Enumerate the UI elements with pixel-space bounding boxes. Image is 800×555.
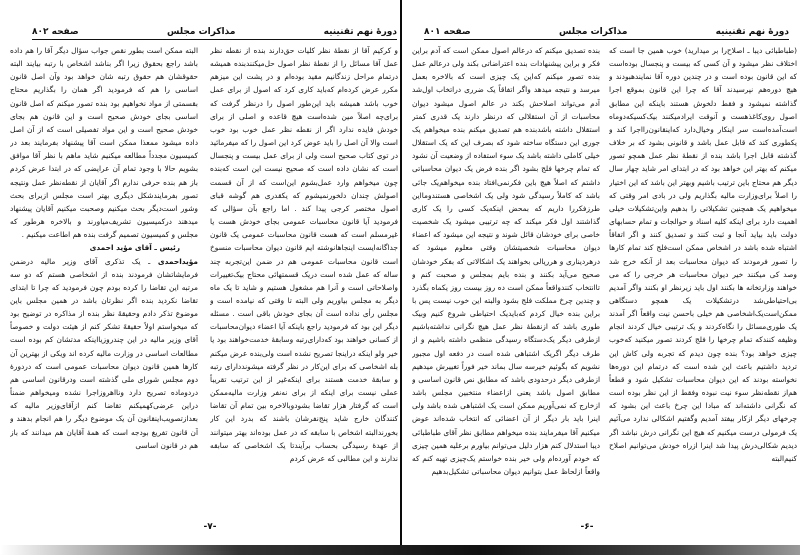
- running-header: [32, 26, 397, 40]
- speaker-name: رئیس: [159, 243, 180, 253]
- speaker-heading-text: ـ آقای مؤید احمدی: [89, 243, 157, 253]
- header-title: مذاکرات مجلس: [558, 26, 628, 37]
- text-columns: [10, 44, 398, 502]
- session-label: دورهٔ نهم تقنینیه: [715, 26, 789, 37]
- paragraph: و کرکیم آقا از نقطهٔ نظر کلیات حق‌دارند بنده از نقطه نظر عمل آقا مسائل را از نقطهٔ نظر اصول حل‌میکنندبنده همیشه درتمام مراحل زندگانیم مقید بوده‌ام و در پشت این میزهم مکرر عرض کرده‌ام که‌باید کاری کرد که اصول از برای عمل خوب باشد همیشه باید این‌طور اصول را درنظر گرفت که برای‌چه اصلاً مین شده‌است هیچ قاعده و اصلی از برای خودش فایده ندارد اگر از نقطه نظر عمل خوب بود خوب است والا آن اصل را باید عوض کرد این اصول را که میفرمائید در توی کتاب صحیح است ولی از برای عمل بیست و پنجسال است که نشان داده است که صحیح نیست این است که‌بنده چون میخواهم وارد عمل‌بشوم این‌است که از آن قسمت اصولش چندان دلخور‌نمیشوم که یکقدری هم گوشه قبای اصول مختصر کرجی پیدا کند . اما راجع بآن سؤالی که فرمودید آیا قانون محاسبات عمومی بجای خودش هست یا غیرمسلم است که هست قانون محاسبات عمومی یک قانون جداگانه‌ایست اینجاهانوشته ایم قانون دیوان محاسبات منسوخ است قانون محاسبات عمومی هم در ضمن این‌تجربه چند ساله که عمل شده است دریک قسمتهائی محتاج بیک‌تغییرات واصلاحاتی است و آنرا هم مشغول هستیم و شاید تا یک ماه دیگر به مجلس بیاوریم ولی البته تا وقتی که نیامده است و مجلس رأی نداده است آن بجای خودش باقی است . مسئله دیگر این بود که فرمودید راجع باینکه آیا اعضاء دیوان‌محاسبات از کسانی خواهند بود که‌دارای‌رتبه وسابقهٔ خدمت‌خواهند بود یا خیر ولو اینکه دراینجا تصریح نشده است ولی‌بنده عرض میکنم بله اشخاصی که برای این‌کار در نظر گرفته میشوند‌دارای رتبه و سابقهٔ خدمت هستند برای اینکه‌غیر از این ترتیب تقریباً عملی نیست برای اینکه از برای نه‌نفر وزارت مالیه‌ممکن است که گرفتار هزار تقاضا بشود‌وبالاخره بین تمام آن تقاضا کنندگان خارج شاید پنج‌نفرشان باشند که بدرد این کار بخورند‌البته اشخاص با سابقه که در عمل بوده‌اند بهتر میتوانند از عهدهٔ رسیدگی بحساب برآیند‌تا یک اشخاصی که سابقه ندارند و این مطالبی که عرض کردم: [210, 46, 398, 463]
- speaker-name: مؤیداحمدی: [157, 256, 198, 266]
- column-left: [412, 44, 600, 502]
- right-page: [402, 0, 800, 555]
- page-number-label: صفحه ۸۰۱: [424, 26, 471, 37]
- scan-edge-shadow: [0, 545, 800, 555]
- column-left: [10, 44, 198, 502]
- column-right: [210, 44, 398, 502]
- page-folio: -۶-: [580, 522, 594, 532]
- speaker-heading: [10, 241, 198, 254]
- page-folio: -۷-: [203, 522, 217, 532]
- text-columns: [412, 44, 797, 502]
- paragraph: بنده تصدیق میکنم که درعالم اصول ممکن است که آدم براین فکر و براین پیشنهادات بنده اعتراضاتی بکند ولی درعالم عمل بنده تصور میکنم که‌این یک چیزی است که بالاخره بعمل میرسد و نتیجه میدهد واگر اتفاقاً یک ضرری دراتخاب اول‌شد آدم می‌تواند اصلاحش بکند در عالم اصول میشود دیوان محاسبات از آن استقلالی که درنظر دارند یک قدری کمتر استقلال داشته باشدبنده هم تصدیق میکنم بنده میخواهم یک جوری این دستگاه ساخته شود که بصرف این که یک استقلال خیلی کاملی داشته باشد یک سوء استفاده از وضعیت آن نشود که تمام چرخها فلج بشود اگر بنده فرض یک دیوان محاسباتی داشتم که اصلاً هیچ باین فکرنمی‌افتاد بنده میخواهم‌یک جائی باشد که کاملاً رسیدگی شود ولی یک اشخاصی هستندومااین طرزفکررا داریم که بمحض اینکه‌یک کسی را یک کاری گذاشتند اول فکر میکند که چه ترتیبی میشود یک شخصیت خاصی برای خودشان قائل شوند و نتیجه این میشود که اعضاء دیوان محاسبات شخصیتشان وقتی معلوم میشود که درهردیناری و هرریالی بخواهند یک اشکالاتی که بفکر خودشان صحیح می‌آید بکنند و بنده بایم بمجلس و صحبت کنم و تاانتخاب کنندواقعاً ممکن است ده روز بیست روز یکماه بگذرد و چندین چرخ مملکت فلج بشود والبته این خوب نیست پس با براین بنده خیال کردم که‌باید‌یک احتیاطی شروع کنیم وبیک طوری باشد که ازنقطهٔ نظر عمل هیچ نگرانی نداشته‌باشیم ازطرفی دیگر یک‌دستگاه رسیدگی منظمی داشته باشیم و از طرف دیگر اگر‌یک اشتباهی شده است در دفعه اول مجبور نشویم که بگوئیم‌ خیر‌سه سال بماند خیر فوراً تغییرش میدهیم ازطرفی دیگر درحدودی باشد که مطابق نص قانون اساسی و مطابق اصول باشد یعنی ازاعضاء منتخبین مجلس باشد ازخارج که نمی‌آوریم ممکن است یک اشتباهی شده باشد ولی اینرا باید‌ بار دیگر از آن اعضائی که انتخاب شده‌اند عوض میکنیم آقا میفرمایند بنده میخواهم مطابق نظر آقای طباطبائی دیبا استدلال کنم هزار دلیل می‌توانم بیاورم برعلیه همین چیزی که خودم آورده‌ام ولی خیر بنده خواستم یک‌چیزی تهیه کنم که واقعاً ازلحاظ عمل بتوانیم دیوان محاسباتی تشکیل‌بدهیم: [412, 46, 600, 476]
- speech-paragraph: [10, 255, 198, 452]
- running-header: [424, 26, 789, 40]
- column-right: [609, 44, 797, 502]
- paragraph: (طباطبائی دیبا ـ اصلاح‌را بر میدارید) خوب همین جا است که اختلاف نظر میشود و آن کسی که بیست و پنجسال بوده‌است که این قانون بوده است و در چندین دوره آقا نمایندهبودند و هیچ دوره‌هم نپرسیدند آقا که چرا این قانون بموقع اجرا گذاشته نمیشود و فقط دلخوش هستند باینکه این مطابق اصول روی‌کاغذهست و آنوقت ایرادمیکنند بیک‌کسیکه‌دوماه است‌آمده‌است سر اینکار وخیال‌دارد‌ که‌اینقانون‌را‌اجرا کند و یکطوری کند که قابل عمل باشد و قانونی بشود که بر خلاف گذشته قابل اجرا باشد بنده از نقطهٔ نظر عمل همچو تصور میکنم که بهتر این خواهد بود که در ابتدای امر شاید چهار سال دیگر هم محتاج باین ترتیب باشیم وبهتر این باشد که این اختیار را اصلاً برای‌وزارت مالیه بگذاریم ولی در بادی امر وقتی که میخواهیم یک همچنین تشکیلاتی را بدهیم واین‌تشکیلات خیلی اهمیت دارد برای اینکه کلیه اسناد و حوالجات و تمام حسابهای دولت باید بیاید آنجا و ثبت کنند و تصدیق کنند و اگر اتفاقاً اشتباه شده باشد در اشخاص ممکن است‌فلج کند تمام کارها را تصور فرمودند که دیوان محاسبات بعد از آنکه خرج شد وصد کی میکنند خیر دیوان محاسبات هر خرجی را که‌ می خواهند وزارتخانه ها بکنند اول باید زیرنظر او بکنند واگر آمدیم بی‌احتیاطی‌شد درتشکیلات یک همچو دستگاهی ممکن‌است‌یک‌اشخاصی هم خیلی باحسن نیت واقعاً اگر آمدند یک طوری‌مسائل را نگاه‌کردند و یک ترتیبی خیال کردند انجام وظیفه کنند‌که تمام چرخها را فلج کردند تصور میکنید که‌خوب چیزی خواهد بود؟ بنده چون دیدم که تجربه ولی کاش این تردید داشتیم باعث این شده است که درتمام این دوره‌ها نخواسته بودند که این دیوان محاسبات تشکیل شود و قطعاً هم‌از نقطه‌نظر سوء نیت نبوده وفقط از این نظر بوده است که نگرانی داشته‌اند که مبادا این چرخ باعث این بشود که چرخهای دیگر از‌کار بیفتد آمدیم وگفتیم اشکالی ندارد می‌آئیم یک فرمولی درست میکنیم که هیچ این نگرانی درش نباشد اگر دیدیم شکالی‌درش پیدا شد اینرا ازراه خودش می‌توانیم اصلاح کنیم‌البته: [609, 46, 797, 463]
- header-title: مذاکرات مجلس: [166, 26, 236, 37]
- speech-text: ـ یک تذکری آقای وزیر مالیه درضمن فرمایشاتشان فرمودند بنده از اشخاصی هستم که دو سه مرتبه این تقاضا را کرده بودم چون فرمودید که چرا تا ابتدای تقاضا نکردید بنده اگر نظرتان باشد در همین مجلس باین موضوع تذکر دادم وحقیقهً نظر بنده از مذاکره در توضیح بود که میخواستم اولاً حقیقهً تشکر کنم از هیئت دولت و خصوصاً آقای وزیر مالیه در این چندروزیا‌اینکه مدتشان کم بوده است مطالعات اساسی در وزارت مالیه کرده اند ویکی از بهترین آن کارها همین قانون دیوان محاسبات عمومی است که دردورهٔ دوم مجلس شورای ملی گذشته است ودرقانون اساسی هم دردوماده تصریح دارد ونااهروزاجرا نشده ومیخواهم ضمناً دراین عرضی‌کهمیکنم تقاضا کنم ازآقای‌وزیر مالیه که بعدازتصویب‌اینقانون آن یک موضوع دیگر را هم انجام بدهند و آن قانون تفریغ بودجه است که همهٔ آقایان هم میدانند که باز هم در قانون اساسی: [10, 256, 198, 450]
- page-number-label: صفحه ۸۰۲: [32, 26, 79, 37]
- paragraph: البته ممکن است بطور نقص جواب سؤال دیگر آقا را هم داده باشد راجع بحقوق زیرا اگر بناشد اشخاص با رتبه بیایند البته حقوقشان هم حقوق رتبه شان خواهد بود وآن اصل قانون اساسی را هم که فرمودید اگر همان را بگذاریم محتاج بقسمتی از مواد نخواهیم بود بنده تصور میکنم که اصل قانون اساسی بجای خودش صحیح است و این قانون هم بجای خودش صحیح است و این مواد تفصیلی است که از آن اصل داده میشود ممعذا ممکن است آقا پیشنهاد بفرمایند بعد در کمیسیون مجدداً مطالعه میکنیم شاید ماهم با نظر آقا موافق بشویم حالا با وجود تمام آن عرایضی که در ابتدا عرض کردم باز هم بنده حرفی ندارم اگر آقایان از نقطه‌نظر عمل ونتیجه تصور بفرمایندشکل دیگری بهتر است مجلس ازبرای بحث وشور است‌دیگر بحث میکنیم وصحبت میکنیم آقایان پیشنهاد میدهند درکمیسیون تشریف‌میاورند و بالاخره هرطور که مجلس و کمیسیون تصمیم گرفت بنده هم اطاعت میکنیم .: [10, 46, 198, 240]
- session-label: دورهٔ نهم تقنینیه: [323, 26, 397, 37]
